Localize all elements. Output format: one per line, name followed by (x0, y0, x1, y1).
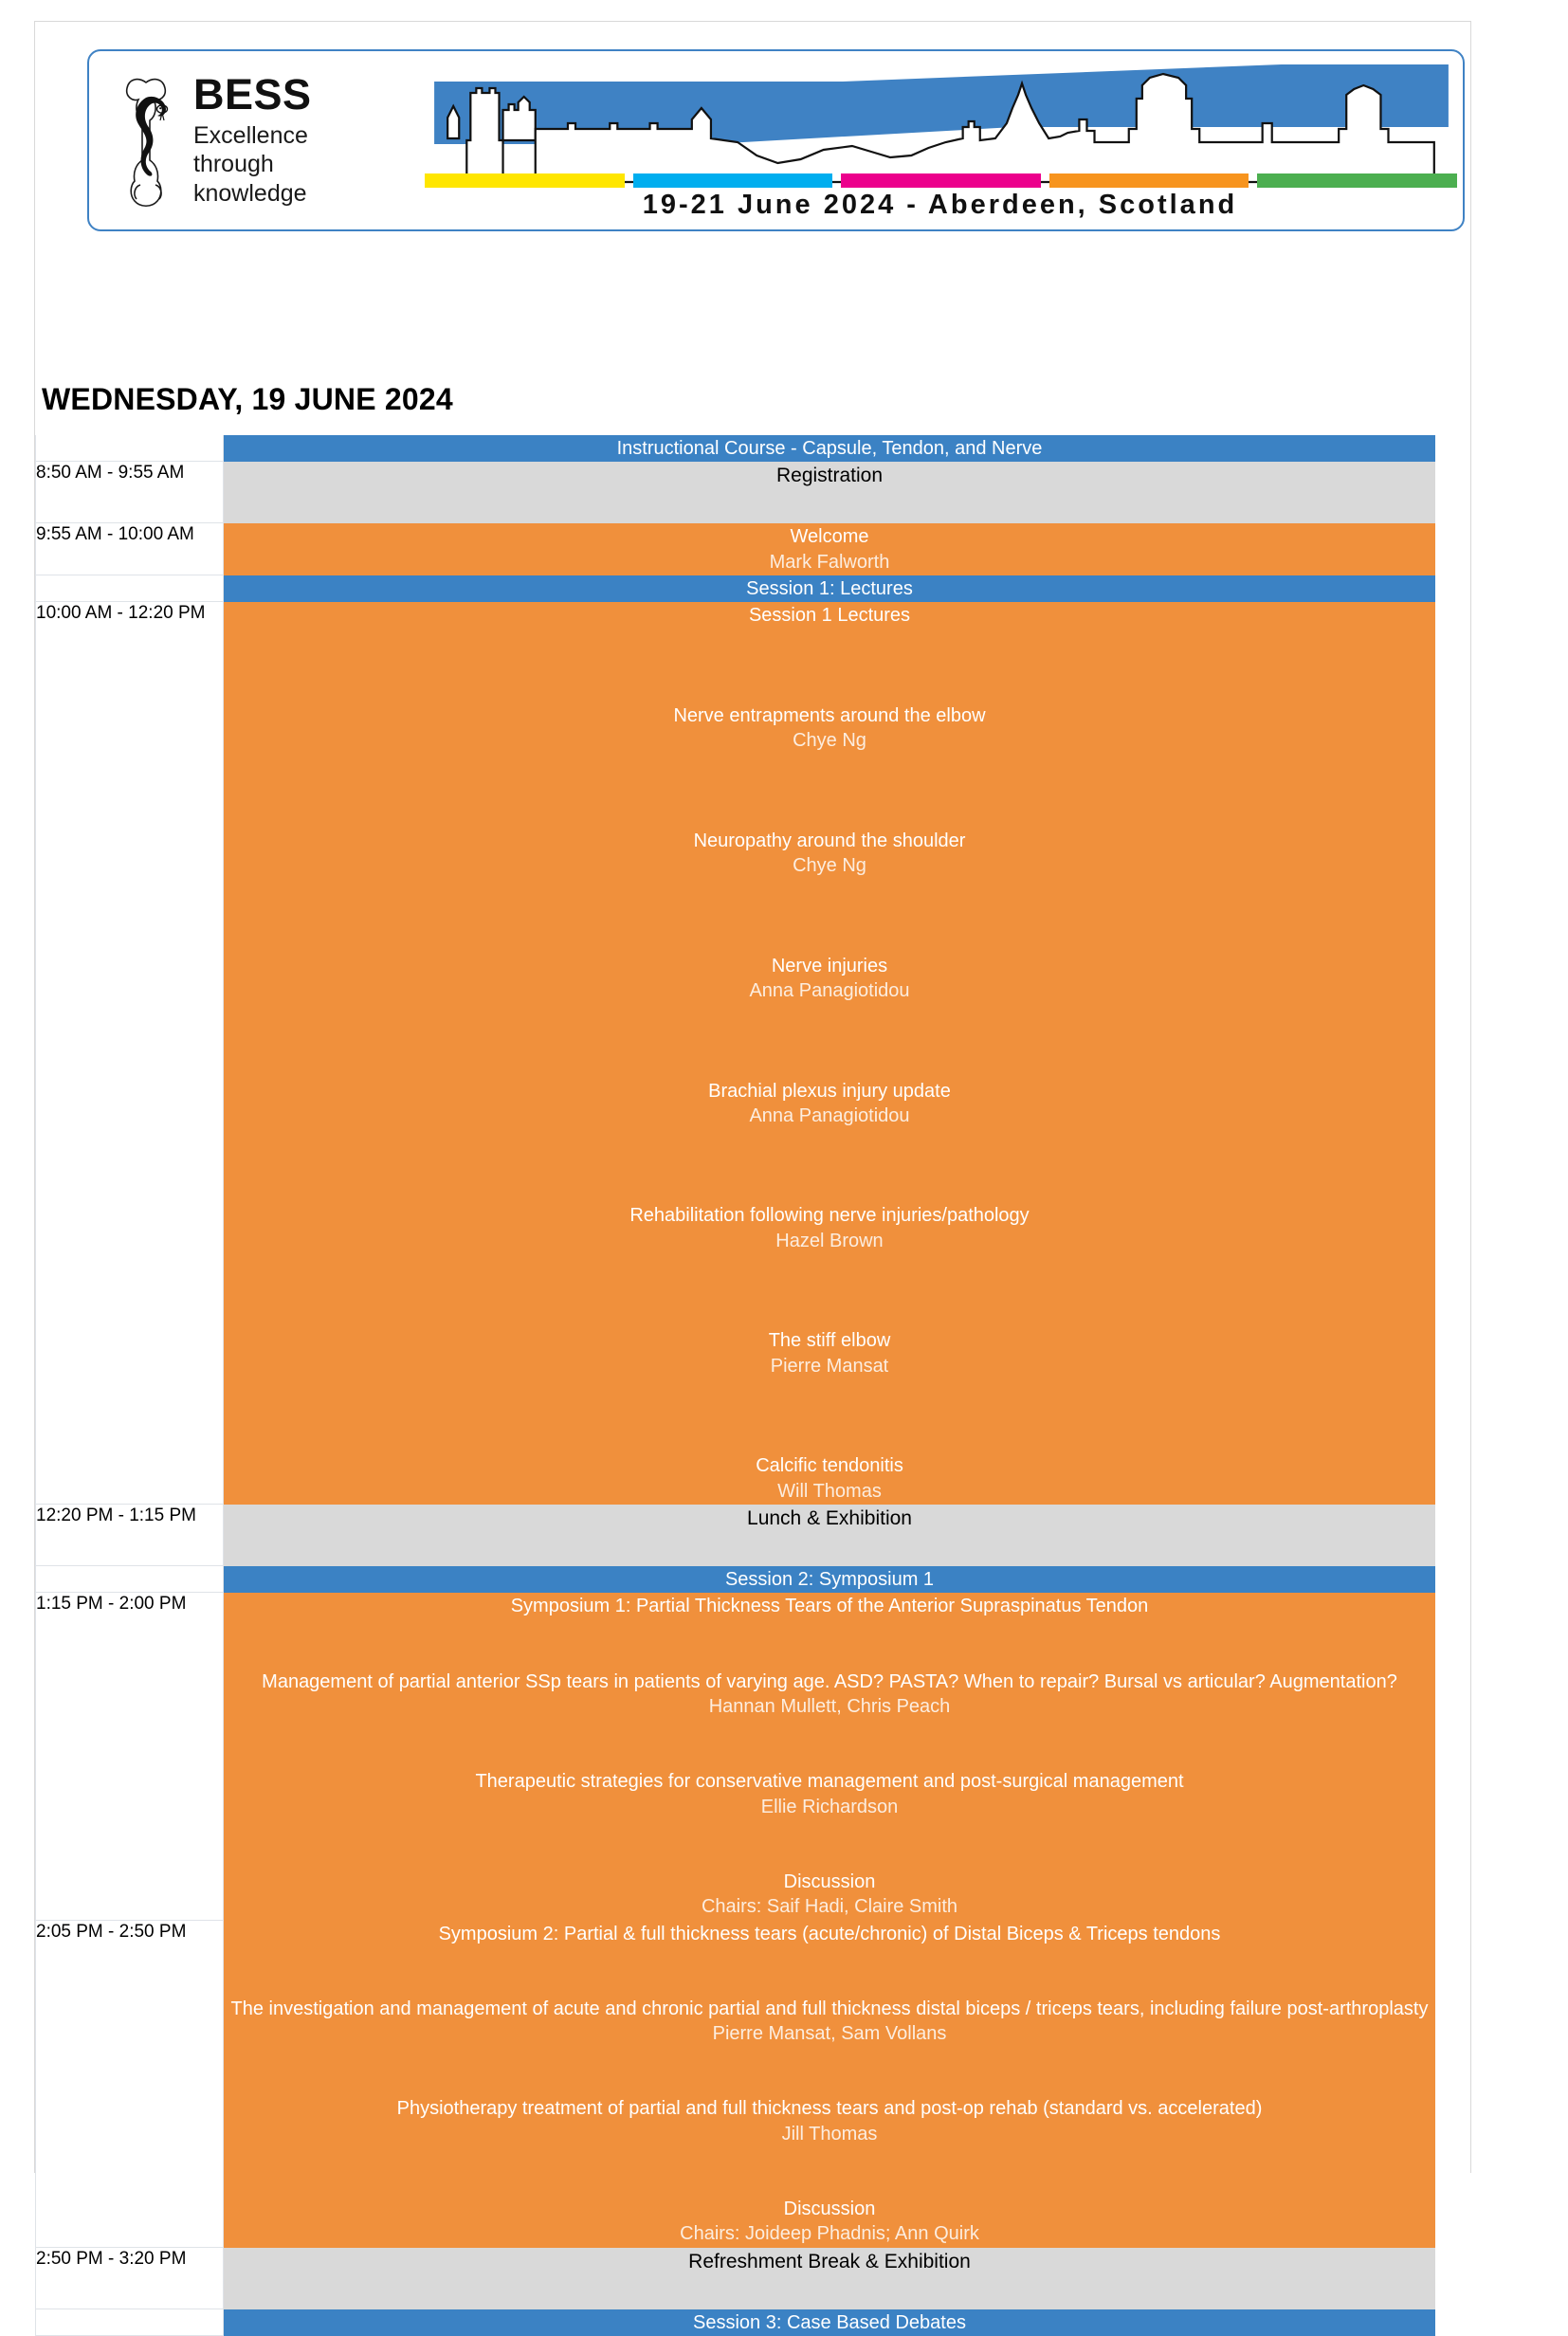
spacer (225, 628, 1434, 652)
break-band: Lunch & Exhibition (224, 1505, 1435, 1566)
spacer (225, 753, 1434, 777)
table-row (35, 2248, 1435, 2309)
table-row (35, 1593, 1435, 1920)
talk-title: Rehabilitation following nerve injuries/pathology (629, 1205, 1030, 1227)
spacer (225, 803, 1434, 828)
talk-speaker: Anna Panagiotidou (749, 979, 910, 1001)
talk-speaker: Chye Ng (793, 854, 866, 876)
time-cell-empty (35, 2309, 224, 2336)
talk-speaker: Hannan Mullett, Chris Peach (708, 1696, 951, 1717)
spacer (225, 903, 1434, 928)
logo-wordmark: BESS (193, 69, 312, 119)
spacer (225, 928, 1434, 953)
spacer (225, 1304, 1434, 1328)
spacer (225, 1719, 1434, 1743)
spacer (225, 1946, 1434, 1971)
spacer (225, 1819, 1434, 1844)
talk-title: Discussion (783, 1871, 876, 1892)
table-row (35, 575, 1435, 602)
talk-speaker: Mark Falworth (769, 551, 890, 573)
time-cell-empty (35, 435, 224, 462)
table-row (35, 602, 1435, 1505)
talk-title: Physiotherapy treatment of partial and full thickness tears and post-op rehab (standard vs. accelerated) (396, 2098, 1263, 2120)
spacer (225, 1253, 1434, 1278)
schedule-table (35, 435, 1435, 2336)
spacer (225, 1619, 1434, 1644)
event-date-location: 19-21 June 2024 - Aberdeen, Scotland (642, 190, 1238, 220)
time-cell: 10:00 AM - 12:20 PM (35, 602, 224, 1505)
time-cell: 12:20 PM - 1:15 PM (35, 1505, 224, 1566)
session-header-band: Instructional Course - Capsule, Tendon, and Nerve (224, 435, 1435, 462)
talk-title: The stiff elbow (768, 1330, 891, 1352)
talk-speaker: Chairs: Saif Hadi, Claire Smith (701, 1896, 958, 1918)
talk-title: Discussion (783, 2198, 876, 2219)
spacer (225, 678, 1434, 703)
spacer (225, 1644, 1434, 1669)
session-header-band: Session 3: Case Based Debates (224, 2309, 1435, 2336)
session-list-heading: Session 1 Lectures (748, 605, 911, 627)
break-band: Registration (224, 462, 1435, 523)
bess-logo (89, 51, 423, 229)
spacer (225, 778, 1434, 803)
talk-speaker: Chye Ng (793, 730, 866, 752)
aberdeen-skyline-graphic (423, 51, 1463, 229)
spacer (225, 1053, 1434, 1078)
spacer (225, 1404, 1434, 1429)
talk-title: Calcific tendonitis (756, 1455, 903, 1477)
spacer (225, 1378, 1434, 1403)
session-talk-list (224, 1921, 1435, 2248)
talk-speaker: Hazel Brown (775, 1230, 884, 1251)
humerus-bone-with-snake-icon (118, 69, 180, 211)
session-list-heading: Symposium 2: Partial & full thickness tears (acute/chronic) of Distal Biceps & Triceps tendons (438, 1923, 1221, 1944)
spacer (225, 1844, 1434, 1869)
colorbar-cyan (633, 173, 833, 188)
talk-title: Brachial plexus injury update (708, 1080, 951, 1102)
talk-title: Nerve injuries (771, 955, 888, 976)
colorbar-magenta (841, 173, 1041, 188)
spacer (225, 1971, 1434, 1996)
table-row (35, 1505, 1435, 1566)
page-title: WEDNESDAY, 19 JUNE 2024 (42, 382, 453, 416)
table-row (35, 435, 1435, 462)
talk-title: Therapeutic strategies for conservative management and post-surgical management (475, 1771, 1184, 1793)
time-cell: 2:50 PM - 3:20 PM (35, 2248, 224, 2309)
talk-speaker: Will Thomas (777, 1480, 882, 1502)
session-list-heading: Symposium 1: Partial Thickness Tears of the Anterior Supraspinatus Tendon (510, 1596, 1149, 1617)
logo-tagline-line1: Excellence (193, 121, 308, 149)
talk-speaker: Pierre Mansat (770, 1355, 889, 1377)
spacer (225, 2171, 1434, 2196)
time-cell: 9:55 AM - 10:00 AM (35, 523, 224, 575)
session-header-band: Session 1: Lectures (224, 575, 1435, 602)
break-band: Refreshment Break & Exhibition (224, 2248, 1435, 2309)
session-header-band: Session 2: Symposium 1 (224, 1566, 1435, 1593)
colorbar-yellow (425, 173, 625, 188)
spacer (225, 2046, 1434, 2071)
table-row (35, 462, 1435, 523)
colorbar-green (1257, 173, 1457, 188)
talk-title: Welcome (790, 526, 869, 548)
spacer (225, 1178, 1434, 1203)
event-banner (87, 49, 1465, 231)
talk-speaker: Anna Panagiotidou (749, 1104, 910, 1126)
talk-title: Management of partial anterior SSp tears in patients of varying age. ASD? PASTA? When to repair? Bursal vs articular? Augmentation? (262, 1670, 1397, 1692)
table-row (35, 1921, 1435, 2248)
time-cell: 8:50 AM - 9:55 AM (35, 462, 224, 523)
spacer (225, 1279, 1434, 1304)
talk-speaker: Jill Thomas (781, 2123, 878, 2144)
talk-band (224, 523, 1435, 575)
spacer (225, 1003, 1434, 1028)
brand-colorbars (425, 173, 1457, 188)
spacer (225, 878, 1434, 903)
logo-tagline-line3: knowledge (193, 179, 307, 207)
talk-speaker: Ellie Richardson (760, 1796, 899, 1817)
talk-speaker: Chairs: Joideep Phadnis; Ann Quirk (680, 2223, 979, 2245)
spacer (225, 1128, 1434, 1153)
table-row (35, 2309, 1435, 2336)
spacer (225, 2071, 1434, 2096)
spacer (225, 1154, 1434, 1178)
colorbar-orange (1049, 173, 1249, 188)
logo-tagline-line2: through (193, 151, 274, 178)
talk-title: Neuropathy around the shoulder (693, 830, 966, 851)
talk-title: The investigation and management of acute and chronic partial and full thickness distal biceps / triceps tears, including failure post-arthroplasty (230, 1998, 1429, 2019)
spacer (225, 653, 1434, 678)
table-row (35, 523, 1435, 575)
table-row (35, 1566, 1435, 1593)
session-talk-list (224, 1593, 1435, 1920)
session-talk-list (224, 602, 1435, 1505)
talk-speaker: Pierre Mansat, Sam Vollans (712, 2023, 947, 2045)
talk-title: Nerve entrapments around the elbow (673, 704, 986, 726)
time-cell: 2:05 PM - 2:50 PM (35, 1921, 224, 2248)
time-cell-empty (35, 1566, 224, 1593)
schedule-body (35, 435, 1435, 2336)
time-cell-empty (35, 575, 224, 602)
spacer (225, 2146, 1434, 2171)
spacer (225, 1029, 1434, 1053)
spacer (225, 1744, 1434, 1769)
time-cell: 1:15 PM - 2:00 PM (35, 1593, 224, 1920)
spacer (225, 1429, 1434, 1453)
